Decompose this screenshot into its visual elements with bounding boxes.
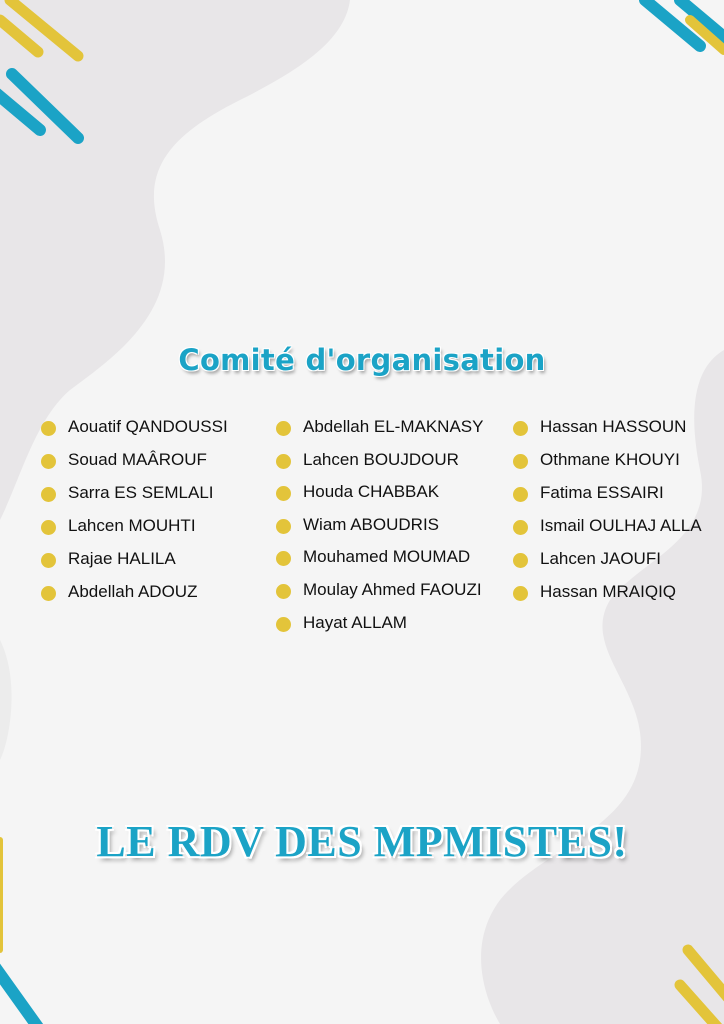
member-item — [41, 415, 228, 448]
member-item — [276, 415, 483, 448]
committee-column-3 — [513, 415, 702, 613]
member-name: Moulay Ahmed FAOUZI — [303, 579, 482, 599]
bullet-icon — [41, 487, 56, 502]
member-item — [513, 415, 702, 448]
committee-column-2 — [276, 415, 483, 643]
member-item — [41, 547, 228, 580]
member-name: Fatima ESSAIRI — [540, 483, 664, 502]
bullet-icon — [276, 584, 291, 599]
member-item — [513, 547, 702, 580]
member-name: Aouatif QANDOUSSI — [68, 417, 228, 436]
bottom-left-streaks — [0, 840, 40, 1024]
bullet-icon — [513, 553, 528, 568]
bullet-icon — [41, 553, 56, 568]
member-item — [41, 580, 228, 613]
bullet-icon — [276, 454, 291, 469]
bullet-icon — [276, 519, 291, 534]
member-item — [513, 580, 702, 613]
member-item — [513, 481, 702, 514]
bullet-icon — [276, 617, 291, 632]
member-name: Othmane KHOUYI — [540, 450, 680, 469]
bullet-icon — [41, 421, 56, 436]
member-item — [276, 448, 483, 481]
member-name: Hayat ALLAM — [303, 612, 407, 632]
member-name: Rajae HALILA — [68, 549, 176, 568]
bullet-icon — [41, 520, 56, 535]
member-item — [513, 448, 702, 481]
committee-column-1 — [41, 415, 228, 613]
member-name: Wiam ABOUDRIS — [303, 514, 440, 534]
committee-heading: Comité d'organisation — [178, 343, 546, 377]
member-name: Houda CHABBAK — [303, 482, 440, 502]
bullet-icon — [276, 486, 291, 501]
member-name: Hassan MRAIQIQ — [540, 582, 677, 601]
member-item — [513, 514, 702, 547]
member-name: Hassan HASSOUN — [540, 417, 687, 436]
member-item — [41, 481, 228, 514]
bullet-icon — [513, 487, 528, 502]
bottom-left-blob — [0, 640, 12, 760]
slogan: LE RDV DES MPMISTES! — [96, 817, 628, 866]
member-item — [276, 513, 483, 546]
member-name: Souad MAÂROUF — [68, 450, 207, 469]
bullet-icon — [276, 551, 291, 566]
bullet-icon — [41, 586, 56, 601]
member-item — [276, 545, 483, 578]
member-name: Ismail OULHAJ ALLA — [540, 516, 702, 535]
top-right-streaks — [645, 0, 724, 50]
member-name: Lahcen BOUJDOUR — [303, 449, 459, 469]
member-name: Abdellah EL-MAKNASY — [303, 417, 484, 436]
bullet-icon — [513, 520, 528, 535]
member-name: Sarra ES SEMLALI — [68, 483, 214, 502]
member-item — [276, 578, 483, 611]
member-name: Lahcen MOUHTI — [68, 516, 196, 535]
bullet-icon — [513, 421, 528, 436]
bullet-icon — [276, 421, 291, 436]
bullet-icon — [513, 586, 528, 601]
member-name: Abdellah ADOUZ — [68, 582, 198, 601]
member-name: Mouhamed MOUMAD — [303, 547, 471, 567]
bullet-icon — [41, 454, 56, 469]
member-item — [276, 611, 483, 644]
member-item — [276, 480, 483, 513]
member-item — [41, 448, 228, 481]
bullet-icon — [513, 454, 528, 469]
member-name: Lahcen JAOUFI — [540, 549, 661, 568]
member-item — [41, 514, 228, 547]
